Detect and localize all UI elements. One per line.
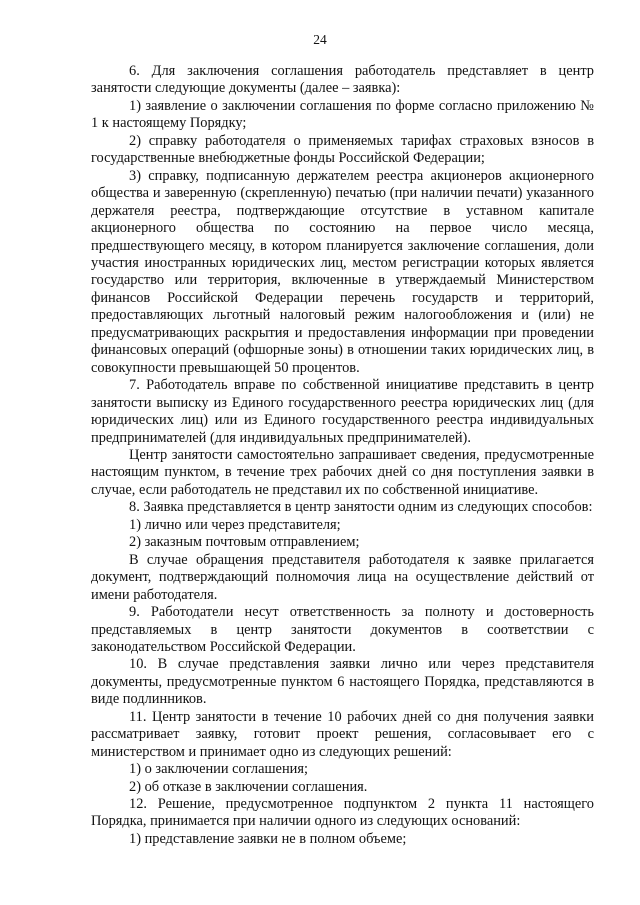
paragraph-6-item-1: 1) заявление о заключении соглашения по форме согласно приложению № 1 к настоящему Порядку; bbox=[91, 97, 594, 132]
paragraph-7-continuation: Центр занятости самостоятельно запрашивает сведения, предусмотренные настоящим пунктом, в течение трех рабочих дней со дня поступления заявки в случае, если работодатель не представил их по собственной инициативе. bbox=[91, 446, 594, 498]
paragraph-6-item-2: 2) справку работодателя о применяемых тарифах страховых взносов в государственные внебюджетные фонды Российской Федерации; bbox=[91, 132, 594, 167]
paragraph-7: 7. Работодатель вправе по собственной инициативе представить в центр занятости выписку из Единого государственного реестра юридических лиц (для юридических лиц) или из Единого государственного реестра индивидуальных предпринимателей (для индивидуальных предпринимателей). bbox=[91, 377, 594, 446]
paragraph-9: 9. Работодатели несут ответственность за полноту и достоверность представляемых в центр занятости документов в соответствии с законодательством Российской Федерации. bbox=[91, 604, 594, 655]
paragraph-6-item-3: 3) справку, подписанную держателем реестра акционеров акционерного общества и заверенную (скрепленную) печатью (при наличии печати) указанного держателя реестра, подтверждающие отсутствие в уставном капитале акционерного общества по состоянию на первое число месяца, предшествующего месяцу, в котором планируется заключение соглашения, доли участия иностранных юридических лиц, местом регистрации которых является государство или территория, включенные в утверждаемый Министерством финансов Российской Федерации перечень государств и территорий, предоставляющих льготный налоговый режим налогообложения и (или) не предусматривающих раскрытия и предоставления информации при проведении финансовых операций (офшорные зоны) в отношении таких юридических лиц, в совокупности превышающей 50 процентов. bbox=[91, 167, 594, 376]
paragraph-11: 11. Центр занятости в течение 10 рабочих дней со дня получения заявки рассматривает заявку, готовит проект решения, согласовывает его с министерством и принимает одно из следующих решений: bbox=[91, 708, 594, 760]
paragraph-12: 12. Решение, предусмотренное подпунктом 2 пункта 11 настоящего Порядка, принимается при наличии одного из следующих оснований: bbox=[91, 796, 594, 830]
paragraph-8-item-2: 2) заказным почтовым отправлением; bbox=[129, 534, 360, 551]
document-body bbox=[91, 63, 594, 848]
page-number: 24 bbox=[313, 32, 327, 47]
paragraph-8-continuation: В случае обращения представителя работодателя к заявке прилагается документ, подтверждающий полномочия лица на осуществление действий от имени работодателя. bbox=[91, 551, 594, 603]
paragraph-6: 6. Для заключения соглашения работодатель представляет в центр занятости следующие документы (далее – заявка): bbox=[91, 63, 594, 97]
paragraph-8: 8. Заявка представляется в центр занятости одним из следующих способов: bbox=[129, 499, 593, 516]
paragraph-8-item-1: 1) лично или через представителя; bbox=[129, 516, 341, 533]
paragraph-11-item-2: 2) об отказе в заключении соглашения. bbox=[129, 778, 368, 795]
paragraph-11-item-1: 1) о заключении соглашения; bbox=[129, 761, 308, 778]
paragraph-10: 10. В случае представления заявки лично или через представителя документы, предусмотренные пунктом 6 настоящего Порядка, представляются в виде подлинников. bbox=[91, 656, 594, 708]
paragraph-12-item-1: 1) представление заявки не в полном объеме; bbox=[129, 830, 407, 847]
